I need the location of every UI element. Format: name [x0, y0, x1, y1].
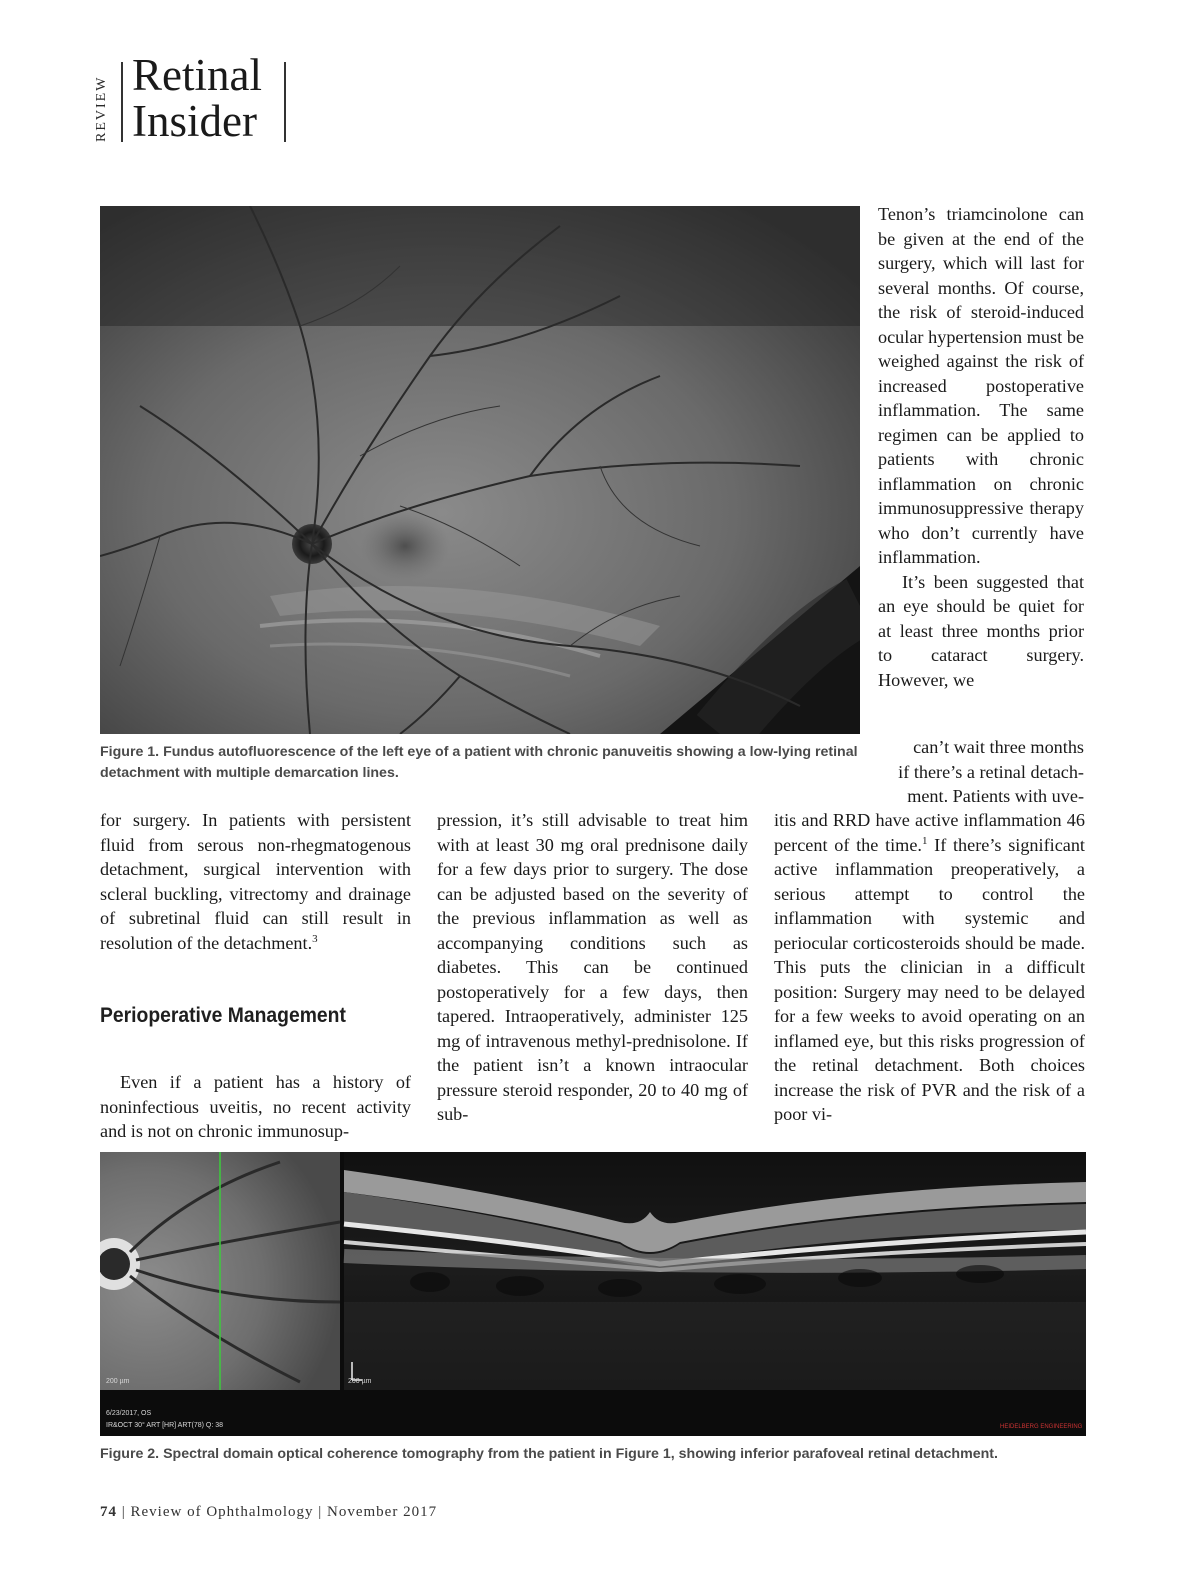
reference-mark: 1 — [921, 834, 928, 847]
column-title-line2: Insider — [132, 96, 257, 146]
section-label: REVIEW — [94, 75, 109, 142]
device-brand-logo: HEIDELBERG ENGINEERING — [1000, 1424, 1083, 1430]
column-1 — [100, 808, 411, 955]
column-title-line1: Retinal — [132, 50, 262, 100]
right-column-wrap-line: if there’s a retinal detach- — [898, 761, 1084, 782]
oct-scale-label: 200 µm — [348, 1378, 372, 1385]
figure2-caption: Figure 2. Spectral domain optical coherence tomography from the patient in Figure 1, showing inferior parafoveal retinal detachment. — [100, 1446, 998, 1462]
section-heading: Perioperative Management — [100, 1004, 346, 1027]
paragraph-text: If there’s significant active inflammation preoperatively, a serious attempt to control the inflammation with systemic and periocular corticosteroids should be made. This puts the clinician in a difficult position: Surgery may need to be delayed for a few weeks to avoid operating on an inflamed eye, but this risks progression of the retinal detachment. Both choices increase the risk of PVR and the risk of a poor vi- — [774, 834, 1085, 1124]
column-1-paragraph-2: Even if a patient has a history of noninfectious uveitis, no recent activity and is not on chronic immunosup- — [100, 1072, 411, 1142]
column-2 — [437, 808, 748, 1127]
ir-scale-label: 200 µm — [106, 1378, 130, 1385]
figure1-fundus-image — [100, 206, 860, 734]
page-number: 74 — [100, 1504, 117, 1520]
reference-mark: 3 — [312, 932, 318, 945]
figure2-oct-image — [100, 1152, 1086, 1436]
page-footer — [100, 1504, 437, 1521]
right-column-paragraph-2: It’s been suggested that an eye should be quiet for at least three months prior to cataract surgery. However, we — [878, 571, 1084, 690]
right-column-wrap — [864, 735, 1084, 809]
paragraph-text: itis and RRD have active inflammation 46 percent of the time. — [774, 810, 1085, 855]
header-divider-left — [121, 62, 123, 142]
figure1-caption: Figure 1. Fundus autofluorescence of the left eye of a patient with chronic panuveitis showing a low-lying retinal detachment with multiple demarcation lines. — [100, 744, 858, 781]
column-1-paragraph-1 — [100, 808, 411, 955]
right-column-paragraph-1: Tenon’s triamcinolone can be given at the end of the surgery, which will last for several months. Of course, the risk of steroid-induced ocular hypertension must be weighed against the risk of increased postoperative inflammation. The same regimen can be applied to patients with chronic inflammation on chronic immunosuppressive therapy who don’t currently have inflammation. — [878, 204, 1084, 567]
header-divider-right — [284, 62, 286, 142]
scan-settings: IR&OCT 30° ART [HR] ART(78) Q: 38 — [106, 1422, 224, 1429]
column-2-paragraph-1: pression, it’s still advisable to treat him with at least 30 mg oral prednisone daily for a few days prior to surgery. The dose can be adjusted based on the severity of the previous inflammation as well as accompanying conditions such as diabetes. This can be continued postoperatively for a few days, then tapered. Intraoperatively, administer 125 mg of intravenous methyl-prednisolone. If the patient isn’t a known intraocular pressure steroid responder, 20 to 40 mg of sub- — [437, 810, 748, 1124]
right-column-wrap-line: ment. Patients with uve- — [907, 786, 1084, 806]
right-column-wrap-line: can’t wait three months — [913, 737, 1084, 757]
column-1-lower — [100, 1052, 411, 1162]
publication-name: Review of Ophthalmology — [130, 1504, 314, 1520]
column-title — [132, 52, 262, 144]
issue-date: November 2017 — [327, 1504, 438, 1520]
footer-separator: | — [318, 1504, 328, 1520]
footer-separator: | — [121, 1504, 131, 1520]
scan-date: 6/23/2017, OS — [106, 1410, 152, 1417]
paragraph-text: for surgery. In patients with persistent fluid from serous non-rhegmatogenous detachment, surgical intervention with scleral buckling, vitrectomy and drainage of subretinal fluid can still result in resolution of the detachment. — [100, 810, 411, 953]
column-3 — [774, 808, 1085, 1127]
column-3-paragraph-1 — [774, 808, 1085, 1127]
right-column-top — [878, 202, 1084, 692]
